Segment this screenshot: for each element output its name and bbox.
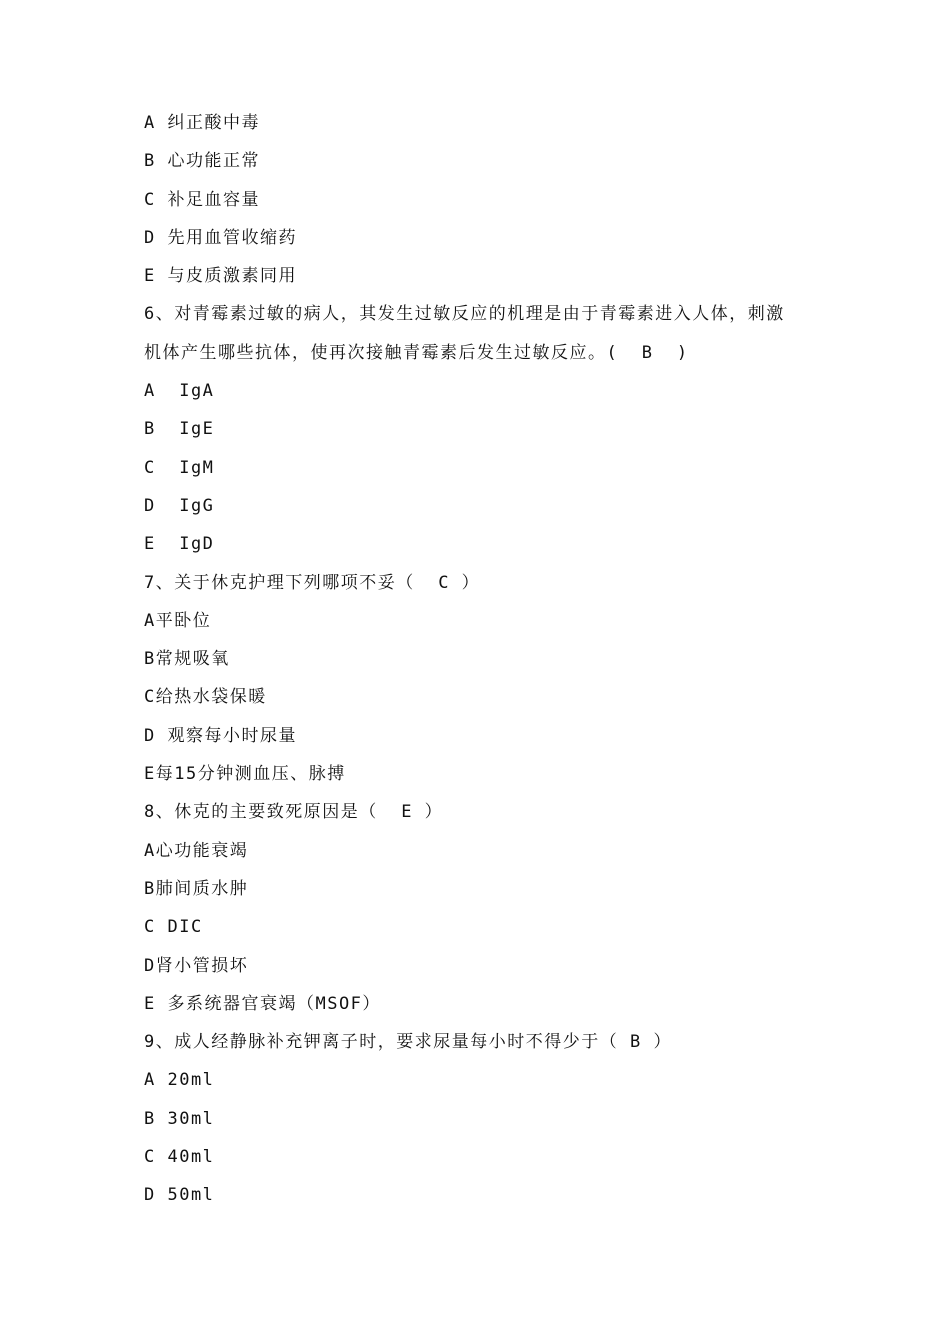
option-line: C DIC	[144, 917, 203, 938]
option-line: C 40ml	[144, 1147, 215, 1168]
question-text-block	[144, 104, 824, 1215]
option-line: D 先用血管收缩药	[144, 227, 297, 248]
option-line: A平卧位	[144, 610, 212, 631]
question-8-text: 8、休克的主要致死原因是（ E ）	[144, 802, 444, 823]
question-6-text: 6、对青霉素过敏的病人，其发生过敏反应的机理是由于青霉素进入人体，刺激	[144, 304, 785, 325]
option-line: C给热水袋保暖	[144, 687, 267, 708]
option-line: E IgD	[144, 534, 215, 555]
option-line: B 30ml	[144, 1108, 215, 1129]
option-line: B常规吸氧	[144, 649, 230, 670]
option-line: C IgM	[144, 457, 215, 478]
option-line: E 多系统器官衰竭（MSOF）	[144, 993, 381, 1014]
option-line: C 补足血容量	[144, 189, 260, 210]
option-line: B肺间质水肿	[144, 878, 249, 899]
option-line: E每15分钟测血压、脉搏	[144, 764, 346, 785]
question-9-text: 9、成人经静脉补充钾离子时，要求尿量每小时不得少于（ B ）	[144, 1032, 672, 1053]
option-line: D肾小管损坏	[144, 955, 249, 976]
option-line: A 纠正酸中毒	[144, 113, 260, 133]
question-7-text: 7、关于休克护理下列哪项不妥（ C ）	[144, 572, 481, 593]
question-6-text-continued: 机体产生哪些抗体，使再次接触青霉素后发生过敏反应。( B )	[144, 342, 689, 363]
option-line: D IgG	[144, 495, 215, 516]
option-line: B IgE	[144, 419, 215, 440]
option-line: B 心功能正常	[144, 151, 260, 172]
option-line: A心功能衰竭	[144, 840, 249, 861]
option-line: A IgA	[144, 381, 215, 402]
option-line: D 50ml	[144, 1185, 215, 1206]
option-line: D 观察每小时尿量	[144, 725, 297, 746]
option-line: E 与皮质激素同用	[144, 266, 297, 287]
option-line: A 20ml	[144, 1070, 215, 1091]
